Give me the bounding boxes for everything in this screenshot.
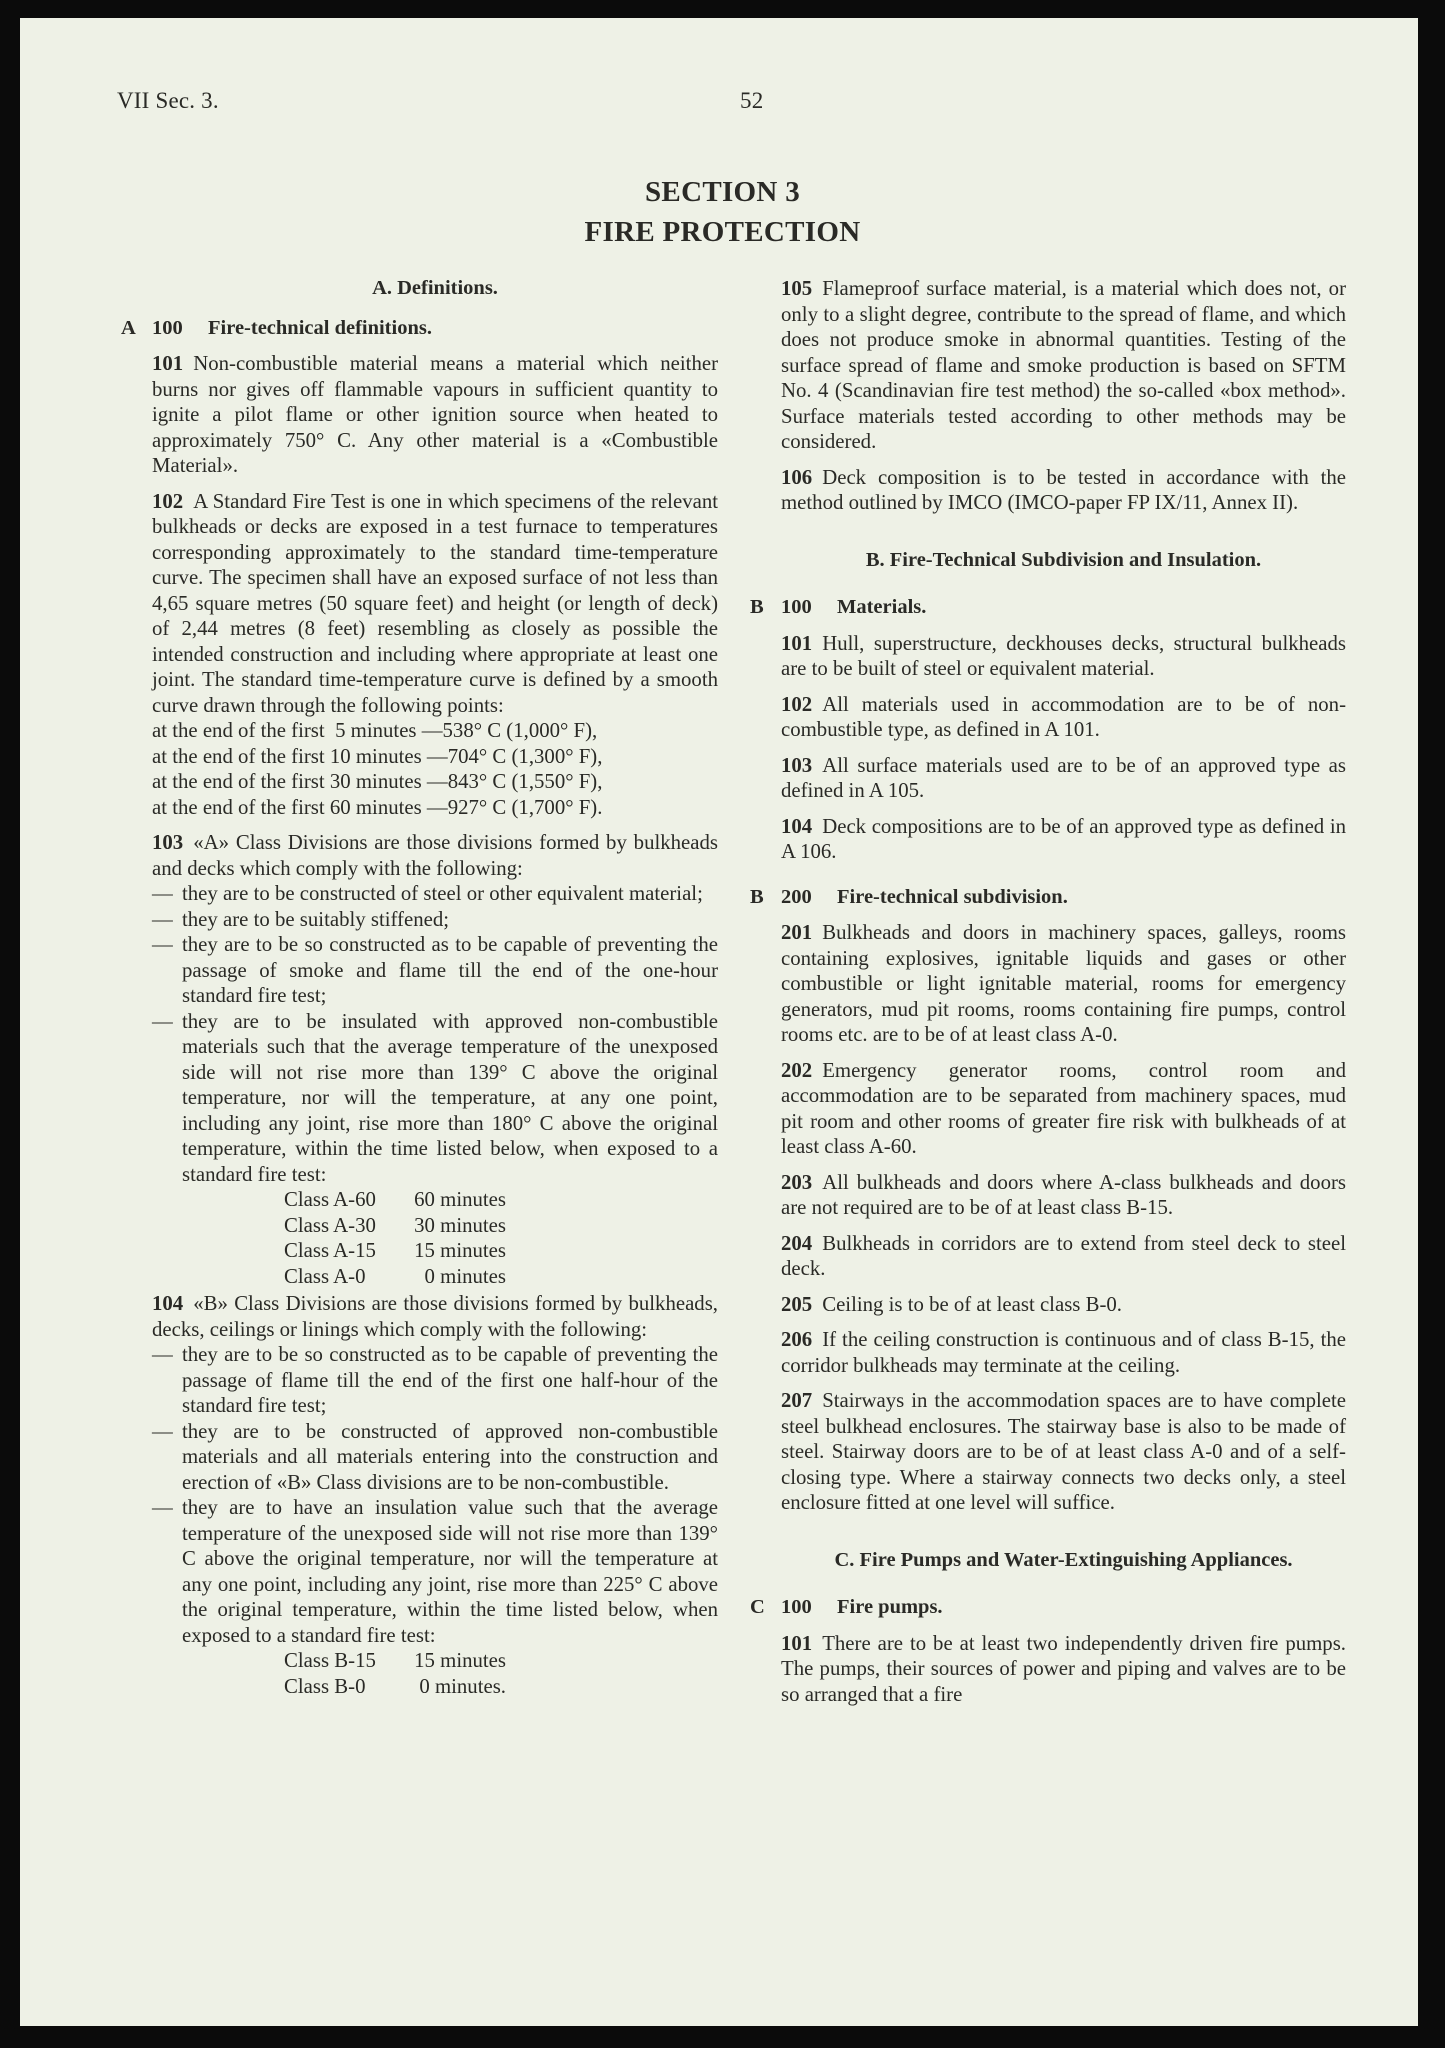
chapter-heading-a: A. Definitions.	[372, 277, 498, 299]
paragraph-b104: 104 Deck compositions are to be of an approved type as defined in A 106.	[781, 814, 1346, 863]
curve-point: at the end of the first 5 minutes —538° C (1,000° F),	[152, 719, 598, 742]
a-class-table	[284, 1187, 506, 1289]
paragraph-b207: 207 Stairways in the accommodation spaces are to have complete steel bulkhead enclosures. The stairway base is also to be made of steel. Stairway doors are to be of at least class A-0 and of a self-closing type. Where a stairway connects two decks only, a steel enclosure fitted at one level will suffice.	[781, 1389, 1346, 1514]
list-item: — they are to be so constructed as to be capable of preventing the passage of smoke and flame till the end of the one-hour standard fire test;	[152, 933, 718, 1007]
paragraph-text: Deck composition is to be tested in accordance with the method outlined by IMCO (IMCO-paper FP IX/11, Annex II).	[781, 465, 1346, 514]
paragraph-a101	[152, 351, 718, 479]
paragraph-b202: 202 Emergency generator rooms, control room and accommodation are to be separated from machinery spaces, mud pit room and other rooms of greater fire risk with bulkheads of at least class A-60.	[781, 1058, 1346, 1158]
paragraph-a105	[781, 276, 1346, 455]
paragraph-text: Flameproof surface material, is a material which does not, or only to a slight degree, contribute to the spread of flame, and which does not produce smoke in abnormal quantities. Testing of the surface spread of flame and smoke production is based on SFTM No. 4 (Scandinavian fire test method) the so-called «box method». Surface materials tested according to other methods may be considered.	[781, 277, 1346, 453]
subsection-title: Fire-technical definitions.	[208, 316, 432, 339]
paragraph-b204: 204 Bulkheads in corridors are to extend from steel deck to steel deck.	[781, 1231, 1346, 1280]
subsection-heading-c100: C 100 Fire pumps.	[750, 1596, 943, 1618]
table-row: Class A-15 15 minutes	[284, 1239, 506, 1262]
chapter-heading-b: B. Fire-Technical Subdivision and Insulation.	[865, 548, 1262, 571]
running-head-section: VII Sec. 3.	[117, 88, 219, 113]
b-class-table	[284, 1648, 506, 1699]
table-row: Class B-0 0 minutes.	[284, 1674, 506, 1698]
paragraph-a104	[152, 1291, 718, 1342]
paragraph-a103	[152, 830, 718, 881]
dash-bullet-icon: —	[152, 1496, 173, 1519]
paragraph-number: 103	[152, 831, 184, 854]
dash-bullet-icon: —	[152, 1419, 173, 1443]
section-title	[0, 172, 1445, 252]
dash-bullet-icon: —	[152, 882, 173, 905]
paragraph-number: 102	[152, 489, 184, 513]
paragraph-text: «A» Class Divisions are those divisions formed by bulkheads and decks which comply with the following:	[152, 831, 718, 880]
paragraph-number: 105	[781, 277, 813, 300]
paragraph-text: «B» Class Divisions are those divisions formed by bulkheads, decks, ceilings or linings which comply with the following:	[152, 1292, 718, 1341]
paragraph-b206: 206 If the ceiling construction is continuous and of class B-15, the corridor bulkheads may terminate at the ceiling.	[781, 1328, 1346, 1377]
list-item: — they are to be so constructed as to be capable of preventing the passage of flame till the end of the first one half-hour of the standard fire test;	[152, 1343, 718, 1417]
right-column	[750, 276, 1346, 1717]
paragraph-c101: 101 There are to be at least two independently driven fire pumps. The pumps, their sources of power and piping and valves are to be so arranged that a fire	[781, 1631, 1346, 1706]
paragraph-b205: 205 Ceiling is to be of at least class B-0.	[781, 1292, 1122, 1316]
list-item: — they are to be suitably stiffened;	[152, 907, 450, 931]
paragraph-b102: 102 All materials used in accommodation are to be of non-combustible type, as defined in A 101.	[781, 692, 1346, 741]
left-column	[121, 276, 718, 1701]
paragraph-text: Non-combustible material means a material which neither burns nor gives off flammable vapours in sufficient quantity to ignite a pilot flame or other ignition source when heated to approximately 750° C. Any other material is a «Combustible Material».	[152, 352, 718, 477]
subsection-heading-b200: B 200 Fire-technical subdivision.	[750, 885, 1068, 908]
paragraph-text: A Standard Fire Test is one in which specimens of the relevant bulkheads or decks are exposed in a test furnace to temperatures corresponding approximately to the standard time-temperature curve. The specimen shall have an exposed surface of not less than 4,65 square metres (50 square feet) and height (or length of deck) of 2,44 metres (8 feet) resembling as closely as possible the intended construction and including where appropriate at least one joint. The standard time-temperature curve is defined by a smooth curve drawn through the following points:	[152, 489, 718, 717]
page-number: 52	[740, 88, 764, 113]
dash-bullet-icon: —	[152, 1343, 173, 1366]
subsection-letter: A	[121, 316, 136, 339]
dash-bullet-icon: —	[152, 907, 173, 931]
curve-point: at the end of the first 60 minutes —927° C (1,700° F).	[152, 795, 603, 819]
list-item: — they are to be constructed of approved non-combustible materials and all materials entering into the construction and erection of «B» Class divisions are to be non-combustible.	[152, 1419, 718, 1494]
paragraph-a106	[781, 465, 1346, 516]
table-row: Class A-30 30 minutes	[284, 1213, 506, 1237]
section-number: SECTION 3	[645, 176, 800, 208]
paragraph-b203: 203 All bulkheads and doors where A-class bulkheads and doors are not required are to be of at least class B-15.	[781, 1170, 1346, 1219]
list-item: — they are to be constructed of steel or other equivalent material;	[152, 882, 703, 905]
a-class-requirements-list	[152, 881, 718, 1187]
dash-bullet-icon: —	[152, 1009, 173, 1033]
dash-bullet-icon: —	[152, 933, 173, 956]
paragraph-number: 101	[152, 352, 184, 375]
list-item: — they are to have an insulation value such that the average temperature of the unexposed side will not rise more than 139° C above the original temperature, nor will the temperature at any one point, including any joint, rise more than 225° C above the original temperature, within the time listed below, when exposed to a standard fire test:	[152, 1496, 718, 1647]
paragraph-number: 106	[781, 465, 813, 489]
chapter-heading-c: C. Fire Pumps and Water-Extinguishing Appliances.	[834, 1548, 1293, 1571]
section-name: FIRE PROTECTION	[584, 216, 861, 248]
b-class-requirements-list	[152, 1342, 718, 1648]
paragraph-number: 104	[152, 1292, 184, 1315]
curve-point: at the end of the first 30 minutes —843° C (1,550° F),	[152, 770, 603, 793]
table-row: Class A-60 60 minutes	[284, 1188, 506, 1211]
subsection-heading-a100	[121, 316, 718, 342]
subsection-number: 100	[152, 316, 183, 339]
time-temperature-points	[152, 718, 718, 820]
paragraph-b201: 201 Bulkheads and doors in machinery spaces, galleys, rooms containing explosives, ignitable liquids and gases or other combustible or light ignitable material, rooms for emergency generators, mud pit rooms, rooms containing fire pumps, control rooms etc. are to be of at least class A-0.	[781, 921, 1346, 1046]
subsection-heading-b100: B 100 Materials.	[750, 596, 927, 618]
table-row: Class B-15 15 minutes	[284, 1649, 506, 1672]
table-row: Class A-0 0 minutes	[284, 1264, 506, 1288]
curve-point: at the end of the first 10 minutes —704° C (1,300° F),	[152, 744, 603, 768]
paragraph-b101: 101 Hull, superstructure, deckhouses decks, structural bulkheads are to be built of steel or equivalent material.	[781, 631, 1346, 680]
paragraph-a102	[152, 489, 718, 719]
paragraph-b103: 103 All surface materials used are to be of an approved type as defined in A 105.	[781, 753, 1346, 802]
list-item: — they are to be insulated with approved non-combustible materials such that the average temperature of the unexposed side will not rise more than 139° C above the original temperature, nor will the temperature, at any one point, including any joint, rise more than 180° C above the original temperature, within the time listed below, when exposed to a standard fire test:	[152, 1009, 718, 1186]
